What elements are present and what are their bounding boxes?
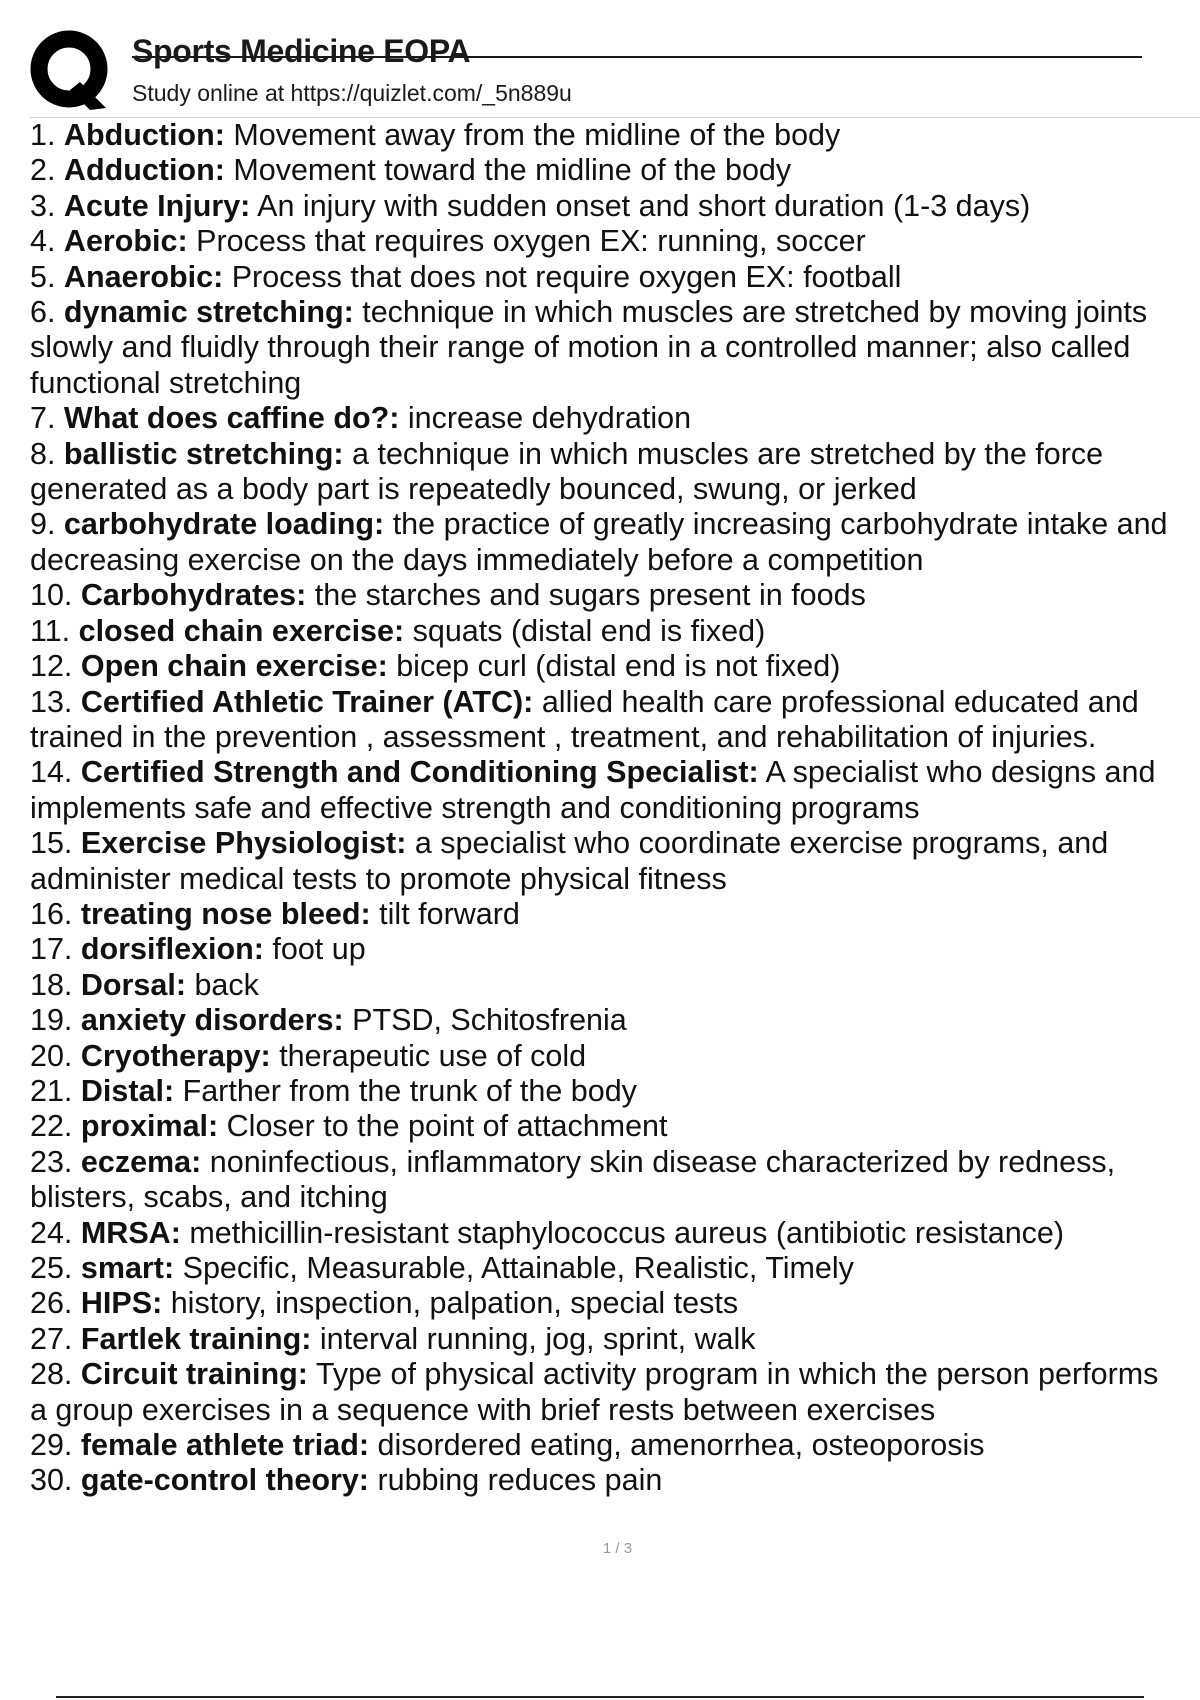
term-line (30, 1357, 1200, 1392)
term-definition: functional stretching (30, 365, 302, 400)
term-name: ballistic stretching: (63, 436, 344, 471)
term-definition: generated as a body part is repeatedly bounced, swung, or jerked (30, 472, 917, 507)
term-definition: implements safe and effective strength and conditioning programs (30, 790, 920, 825)
term-definition: Closer to the point of attachment (226, 1109, 668, 1144)
term-line (30, 224, 1200, 259)
term-line (30, 932, 1200, 967)
term-line (30, 189, 1200, 224)
term-definition: noninfectious, inflammatory skin disease characterized by redness, (209, 1144, 1116, 1179)
term-line (30, 755, 1200, 790)
term-line (30, 578, 1200, 613)
term-item (30, 1357, 1200, 1428)
term-name: anxiety disorders: (80, 1003, 344, 1038)
term-name: smart: (80, 1251, 175, 1285)
term-name: Circuit training: (80, 1357, 308, 1392)
term-item (30, 1216, 1200, 1251)
term-name: Adduction: (63, 153, 225, 188)
term-definition: tilt forward (379, 896, 520, 931)
term-line (30, 1039, 1200, 1074)
term-line (30, 720, 1200, 755)
term-line (30, 1286, 1200, 1321)
term-name: eczema: (80, 1144, 202, 1179)
term-item (30, 1463, 1200, 1498)
term-item (30, 1286, 1200, 1321)
term-line (30, 472, 1200, 507)
term-name: treating nose bleed: (80, 896, 371, 931)
term-number: 11. (30, 613, 71, 648)
term-item (30, 968, 1200, 1003)
term-name: Dorsal: (80, 967, 186, 1002)
term-number: 18. (30, 967, 73, 1002)
term-number: 22. (30, 1109, 73, 1144)
term-number: 4. (30, 224, 56, 259)
term-number: 27. (30, 1321, 73, 1356)
page-number: 1 / 3 (602, 1540, 633, 1557)
term-number: 1. (30, 118, 56, 152)
term-definition: the practice of greatly increasing carbohydrate intake and (392, 507, 1168, 542)
term-name: Certified Strength and Conditioning Specialist: (80, 755, 759, 790)
term-number: 16. (30, 896, 73, 931)
term-line (30, 1145, 1200, 1180)
term-line (30, 401, 1200, 436)
term-item (30, 1003, 1200, 1038)
term-item (30, 507, 1200, 578)
term-definition: interval running, jog, sprint, walk (319, 1321, 756, 1356)
term-definition: technique in which muscles are stretched by moving joints (362, 295, 1148, 330)
term-definition: a technique in which muscles are stretched by the force (352, 436, 1104, 471)
term-definition: Movement toward the midline of the body (233, 153, 792, 188)
term-definition: Specific, Measurable, Attainable, Realistic, Timely (182, 1251, 854, 1285)
term-name: dynamic stretching: (63, 295, 354, 330)
term-definition: a group exercises in a sequence with brief rests between exercises (30, 1392, 936, 1427)
term-item (30, 1145, 1200, 1216)
term-number: 20. (30, 1038, 73, 1073)
term-number: 9. (30, 507, 56, 542)
term-number: 3. (30, 188, 56, 223)
term-item (30, 1322, 1200, 1357)
document-title: Sports Medicine EOPA (132, 33, 471, 69)
term-name: Aerobic: (63, 224, 188, 259)
term-name: Cryotherapy: (80, 1038, 271, 1073)
term-definition: Movement away from the midline of the body (233, 118, 841, 152)
footer-divider (56, 1696, 1144, 1698)
term-line (30, 1003, 1200, 1038)
term-number: 30. (30, 1463, 73, 1498)
term-item (30, 1251, 1200, 1286)
term-name: female athlete triad: (80, 1428, 370, 1463)
term-number: 12. (30, 649, 73, 684)
term-name: closed chain exercise: (78, 613, 405, 648)
term-number: 24. (30, 1215, 73, 1250)
term-name: carbohydrate loading: (63, 507, 385, 542)
study-online-link[interactable]: Study online at https://quizlet.com/_5n889u (132, 80, 572, 106)
term-line (30, 1074, 1200, 1109)
term-item (30, 153, 1200, 188)
term-line (30, 826, 1200, 861)
term-number: 21. (30, 1073, 73, 1108)
term-definition: therapeutic use of cold (279, 1038, 587, 1073)
term-item (30, 437, 1200, 508)
term-item (30, 578, 1200, 613)
term-definition: slowly and fluidly through their range of motion in a controlled manner; also called (30, 330, 1131, 365)
term-line (30, 543, 1200, 578)
term-definition: history, inspection, palpation, special tests (170, 1286, 739, 1321)
term-number: 6. (30, 295, 56, 330)
term-definition: A specialist who designs and (765, 755, 1156, 790)
term-number: 8. (30, 436, 56, 471)
term-number: 5. (30, 259, 56, 294)
term-name: Carbohydrates: (80, 578, 307, 613)
term-definition: allied health care professional educated and (541, 684, 1139, 719)
term-name: What does caffine do?: (63, 401, 400, 436)
term-item (30, 1428, 1200, 1463)
term-definition: PTSD, Schitosfrenia (352, 1003, 627, 1038)
term-definition: An injury with sudden onset and short duration (1-3 days) (257, 188, 1031, 223)
term-number: 13. (30, 684, 73, 719)
term-name: Fartlek training: (80, 1321, 312, 1356)
term-line (30, 1428, 1200, 1463)
term-line (30, 862, 1200, 897)
term-line (30, 507, 1200, 542)
term-number: 10. (30, 578, 73, 613)
term-item (30, 614, 1200, 649)
term-definition: a specialist who coordinate exercise programs, and (414, 826, 1109, 861)
term-item (30, 649, 1200, 684)
term-line (30, 1216, 1200, 1251)
term-line (30, 366, 1200, 401)
term-definition: disordered eating, amenorrhea, osteoporosis (377, 1428, 985, 1463)
term-item (30, 932, 1200, 967)
term-line (30, 153, 1200, 188)
term-definition: foot up (272, 932, 366, 967)
term-definition: methicillin-resistant staphylococcus aureus (antibiotic resistance) (189, 1215, 1065, 1250)
term-name: dorsiflexion: (80, 932, 264, 967)
term-item (30, 1074, 1200, 1109)
term-definition: bicep curl (distal end is not fixed) (396, 649, 841, 684)
term-line (30, 968, 1200, 1003)
term-line (30, 1322, 1200, 1357)
term-number: 2. (30, 153, 56, 188)
term-number: 17. (30, 932, 73, 967)
term-name: Acute Injury: (63, 188, 251, 223)
term-name: Exercise Physiologist: (80, 826, 407, 861)
term-definition: squats (distal end is fixed) (412, 613, 766, 648)
term-item (30, 755, 1200, 826)
quizlet-logo-icon (30, 30, 114, 114)
term-number: 7. (30, 401, 56, 436)
term-line (30, 295, 1200, 330)
term-list (30, 118, 1200, 1499)
term-name: gate-control theory: (80, 1463, 369, 1498)
term-item (30, 685, 1200, 756)
term-item (30, 897, 1200, 932)
term-item (30, 295, 1200, 401)
term-item (30, 826, 1200, 897)
term-line (30, 1109, 1200, 1144)
term-definition: trained in the prevention , assessment , treatment, and rehabilitation of injuries. (30, 719, 1097, 754)
term-line (30, 614, 1200, 649)
term-name: Open chain exercise: (80, 649, 388, 684)
term-definition: Farther from the trunk of the body (182, 1073, 637, 1108)
term-definition: increase dehydration (407, 401, 692, 436)
term-line (30, 791, 1200, 826)
term-definition: back (194, 967, 259, 1002)
term-item (30, 1039, 1200, 1074)
term-item (30, 401, 1200, 436)
term-item (30, 1109, 1200, 1144)
term-item (30, 118, 1200, 153)
term-definition: decreasing exercise on the days immediately before a competition (30, 542, 924, 577)
term-definition: Process that does not require oxygen EX: football (231, 259, 902, 294)
term-number: 29. (30, 1428, 73, 1463)
term-name: HIPS: (80, 1286, 163, 1321)
term-definition: Type of physical activity program in which the person performs (315, 1357, 1159, 1392)
term-item (30, 260, 1200, 295)
term-definition: blisters, scabs, and itching (30, 1180, 388, 1215)
page-header (0, 0, 1200, 118)
term-number: 14. (30, 755, 73, 790)
term-line (30, 118, 1200, 153)
term-line (30, 260, 1200, 295)
term-name: MRSA: (80, 1215, 181, 1250)
term-line (30, 1463, 1200, 1498)
term-name: Certified Athletic Trainer (ATC): (80, 684, 534, 719)
term-line (30, 437, 1200, 472)
term-name: Abduction: (63, 118, 225, 152)
term-number: 26. (30, 1286, 73, 1321)
term-line (30, 649, 1200, 684)
term-item (30, 189, 1200, 224)
term-number: 25. (30, 1251, 73, 1285)
term-definition: administer medical tests to promote physical fitness (30, 861, 727, 896)
term-number: 15. (30, 826, 73, 861)
term-name: proximal: (80, 1109, 219, 1144)
term-line (30, 1180, 1200, 1215)
term-definition: rubbing reduces pain (377, 1463, 663, 1498)
term-name: Anaerobic: (63, 259, 224, 294)
title-rule (132, 56, 1142, 58)
term-definition: the starches and sugars present in foods (314, 578, 866, 613)
term-definition: Process that requires oxygen EX: running, soccer (196, 224, 866, 259)
term-line (30, 1251, 1200, 1286)
term-line (30, 330, 1200, 365)
term-number: 23. (30, 1144, 73, 1179)
term-item (30, 224, 1200, 259)
term-name: Distal: (80, 1073, 175, 1108)
term-line (30, 1393, 1200, 1428)
term-number: 28. (30, 1357, 73, 1392)
term-line (30, 897, 1200, 932)
term-number: 19. (30, 1003, 73, 1038)
term-line (30, 685, 1200, 720)
